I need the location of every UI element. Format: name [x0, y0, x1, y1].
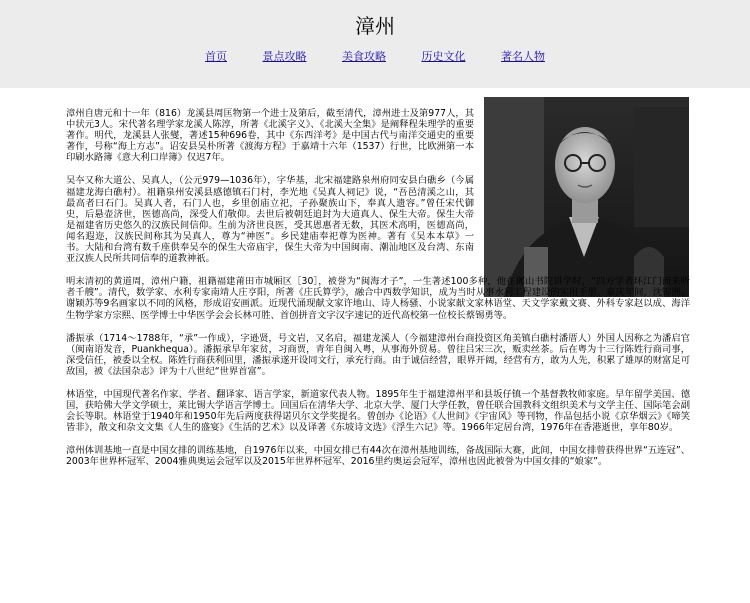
paragraph: 漳州体训基地一直是中国女排的训练基地，自1976年以来，中国女排已有44次在漳州基地训练，备战国际大赛，此间，中国女排曾获得世界“五连冠”、2003年世界杯冠军、2004雅典奥运会冠军以及2015年世界杯冠军、2016里约奥运会冠军，漳州也因此被誉为中国女排的“娘家”。	[66, 445, 690, 468]
paragraph: 吴夲又称大道公、吴真人，（公元979—1036年），字华基，北宋福建路泉州府同安县白礁乡（今属福建龙海白礁村）。祖籍泉州安溪县感德镇石门村，李光地《吴真人祠记》说，“吾邑清溪之山，其最高者曰石门。吴真人者，石门人也，乡里创庙立祀，子孙聚族山下，奉真人遗容。”曾任宋代御史，后悬壶济世，医德高尚，深受人们敬仰。去世后被朝廷追封为大道真人、保生大帝。保生大帝是福建省历史悠久的汉族民间信仰。生前为济世良医，受其恩惠者无数，其医术高明，医德高尚，闻名遐迩，汉族民间称其为吴真人，尊为“神医”。乡民建庙奉祀尊为医神。著有《吴本本草》一书。大陆和台湾有数千座供奉吴夲的保生大帝庙宇，保生大帝为中国闽南、潮汕地区及台湾、东南亚汉族人民所共同信奉的道教神祇。	[66, 175, 474, 265]
main-nav	[0, 50, 750, 64]
paragraph: 林语堂，中国现代著名作家、学者、翻译家、语言学家，新道家代表人物。1895年生于福建漳州平和县坂仔镇一个基督教牧师家庭。早年留学美国、德国，获哈佛大学文学硕士，莱比锡大学语言学博士。回国后在清华大学、北京大学、厦门大学任教，曾任联合国教科文组织美术与文学主任、国际笔会副会长等职。林语堂于1940年和1950年先后两度获得诺贝尔文学奖提名。曾创办《论语》《人世间》《宇宙风》等刊物，作品包括小说《京华烟云》《啼笑皆非》，散文和杂文文集《人生的盛宴》《生活的艺术》以及译著《东坡诗文选》《浮生六记》等。1966年定居台湾，1976年在香港逝世，享年80岁。	[66, 388, 690, 434]
article-body	[66, 108, 690, 480]
nav-attractions[interactable]: 景点攻略	[262, 50, 307, 63]
site-title: 漳州	[355, 14, 395, 38]
paragraph: 明末清初的黄道周，漳州户籍，祖籍福建莆田市城厢区［30］，被誉为“闽海才子”，一生著述100多种，他在邺山书院讲学时，“四方学者环江门而来听者千艘”。清代，数学家、水利专家南靖人庄亨阳，所著《庄氏算学》，融合中西数学知识，成为当时从事水利工程建设的实用手册。嘉庆年间，沈锦洲、谢颖苏等9名画家以不同的风格，形成诏安画派。近现代涌现献文家许地山、诗人杨骚、小说家献文家林语堂、天文学家戴文赛、外科专家赵以成、海洋生物学家方宗熙、医学博士中华医学会会长林可胜、首创拼音文字汉字速记的近代高校第一位校长蔡锡勇等。	[66, 276, 690, 321]
nav-famous-people[interactable]: 著名人物	[501, 50, 545, 63]
site-header	[0, 0, 750, 88]
nav-home[interactable]: 首页	[205, 50, 227, 63]
portrait-illustration	[484, 97, 689, 297]
paragraph: 漳州自唐元和十一年（816）龙溪县周匡物第一个进士及第后，截至清代，漳州进士及第977人，其中状元3人。宋代著名理学家龙溪人陈淳，所著《北溪字义》、《北溪大全集》是阐释程朱理学的重要著作。明代，龙溪县人张燮，著述15种696卷，其中《东西洋考》是中国古代与南洋交通史的重要著作，号称“海上方志”。诏安县吴朴所著《渡海方程》于嘉靖十六年（1537）行世，比欧洲第一本印刷水路簿《意大利口岸簿》仅迟7年。	[66, 108, 474, 164]
portrait-photo	[484, 97, 689, 297]
paragraph: 潘振承（1714～1788年，“承”一作成），字逊贤，号文岩，又名启，福建龙溪人（今福建漳州台商投资区角美镇白礁村潘厝人）外国人因称之为潘启官（闽南语发音，Puankhequa）。潘振承早年家贫，习商贾，青年自闽入粤，从事海外贸易。曾往吕宋三次，贩卖丝茶。后在粤为十三行陈姓行商司事，深受信任，被委以全权。陈姓行商获利回里，潘振承遂开设同文行，承充行商。由于诚信经营，眼界开阔，经营有方，敢为人先，积累了雄厚的财富足可敌国，被《法国杂志》评为十八世纪“世界首富”。	[66, 332, 690, 377]
nav-history[interactable]: 历史文化	[421, 50, 466, 63]
nav-food[interactable]: 美食攻略	[342, 50, 386, 63]
